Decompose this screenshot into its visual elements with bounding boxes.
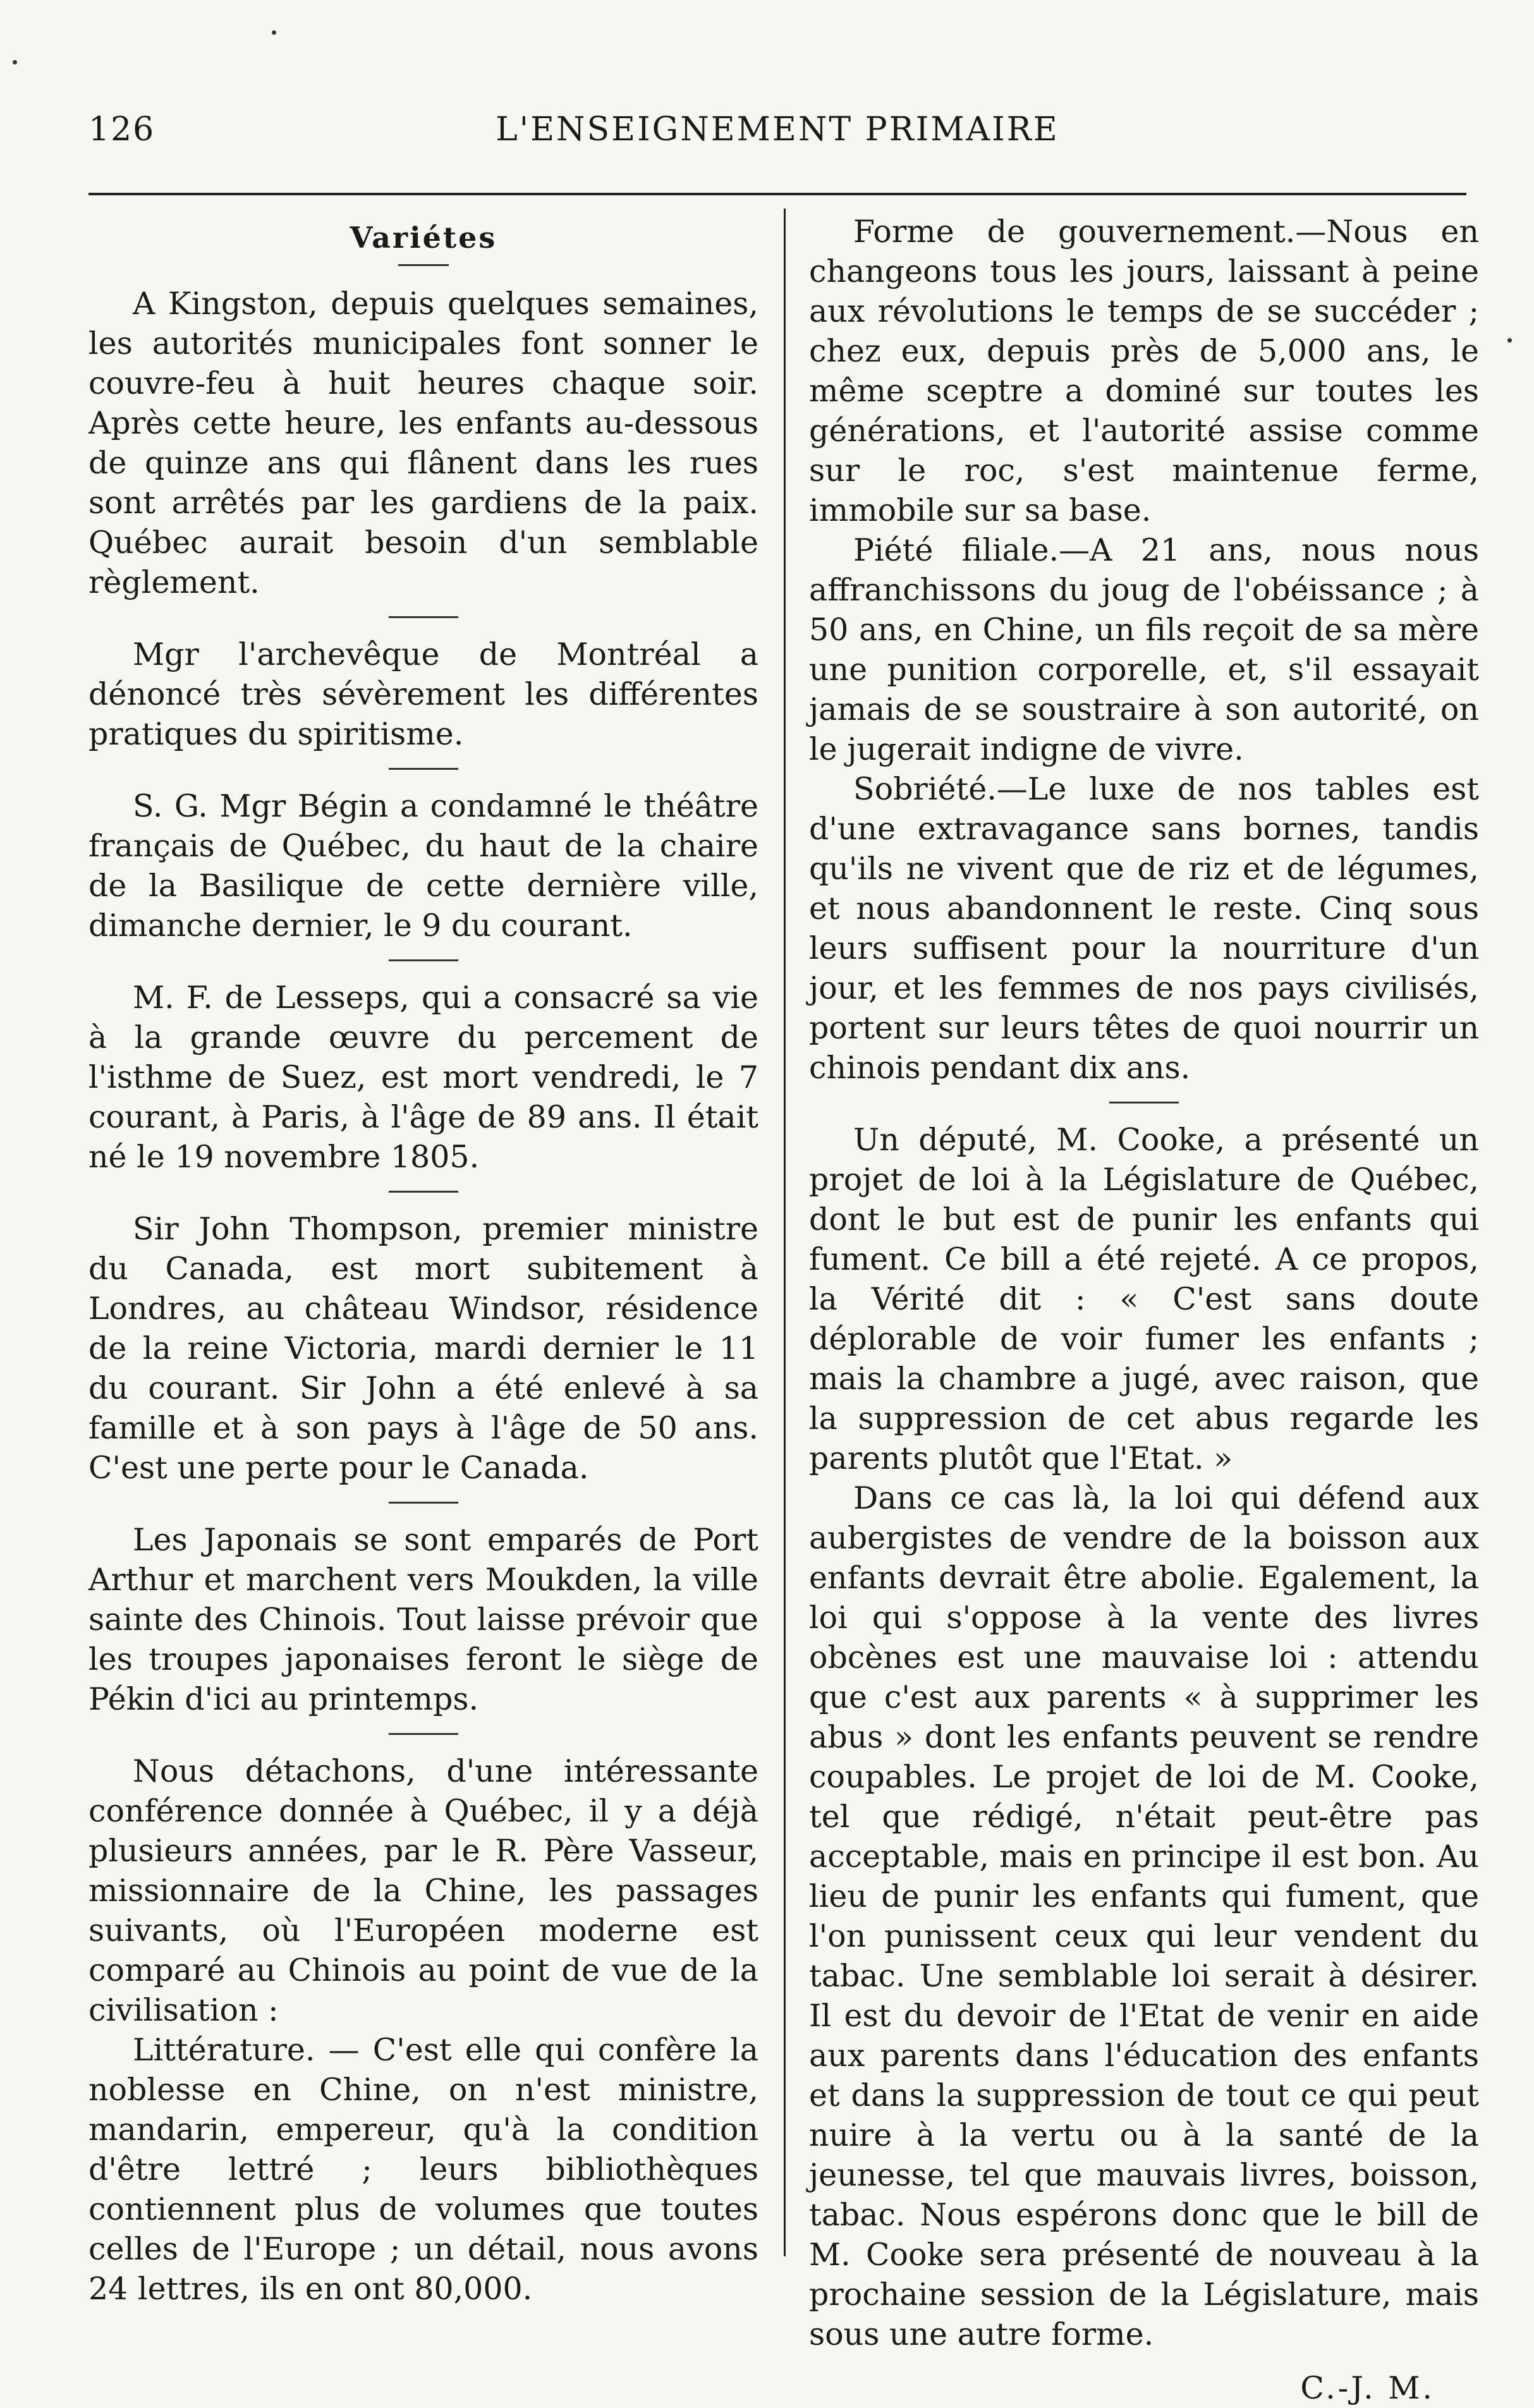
section-title: Variétes [350,221,497,255]
passage-litterature: Littérature. — C'est elle qui confère la noblesse en Chine, on n'est ministre, mandarin, empereur, qu'à la condition d'être lettré ; leurs bibliothèques contiennent plus de volumes que toutes celles de l'Europe ; un détail, nous avons 24 lettres, ils en ont 80,000. [88,2032,758,2307]
news-item-cooke: Un député, M. Cooke, a présenté un projet de loi à la Législature de Québec, dont le but est de punir les enfants qui fument. Ce bill a été rejeté. A ce propos, la Vérité dit : « C'est sans doute déplorable de voir fumer les enfants ; mais la chambre a jugé, avec raison, que la suppression de cet abus regarde les parents plutôt que l'Etat. » [809,1122,1479,1476]
news-item-thompson: Sir John Thompson, premier ministre du Canada, est mort subitement à Londres, au château Windsor, résidence de la reine Victoria, mardi dernier le 11 du courant. Sir John a été enlevé à sa famille et à son pays à l'âge de 50 ans. C'est une perte pour le Canada. [88,1211,758,1486]
news-item-montreal: Mgr l'archevêque de Montréal a dénoncé très sévèrement les différentes pratiques du spiritisme. [88,636,758,752]
news-item-japonais: Les Japonais se sont emparés de Port Arthur et marchent vers Moukden, la ville sainte des Chinois. Tout laisse prévoir que les troupes japonaises feront le siège de Pékin d'ici au printemps. [88,1522,758,1717]
separator-dash [389,1191,458,1193]
running-title: L'ENSEIGNEMENT PRIMAIRE [496,111,1059,149]
header-rule [88,193,1466,195]
print-speck [272,30,276,35]
author-signature: C.-J. M. [1300,2370,1435,2406]
right-column [809,212,1479,2408]
news-item-begin: S. G. Mgr Bégin a condamné le théâtre français de Québec, du haut de la chaire de la Basilique de cette dernière ville, dimanche dernier, le 9 du courant. [88,788,758,944]
separator-dash [389,768,458,770]
passage-gouvernement: Forme de gouvernement.—Nous en changeons tous les jours, laissant à peine aux révolutions le temps de se succéder ; chez eux, depuis près de 5,000 ans, le même sceptre a dominé sur toutes les générations, et l'autorité assise comme sur le roc, s'est maintenue ferme, immobile sur sa base. [809,214,1479,528]
news-item-kingston: A Kingston, depuis quelques semaines, les autorités municipales font sonner le couvre-feu à huit heures chaque soir. Après cette heure, les enfants au-dessous de quinze ans qui flânent dans les rues sont arrêtés par les gardiens de la paix. Québec aurait besoin d'un semblable règlement. [88,286,758,600]
left-column [88,212,758,2309]
separator-dash [389,1733,458,1735]
page-number: 126 [88,111,155,149]
separator-dash [1109,1102,1179,1104]
news-item-vasseur: Nous détachons, d'une intéressante conférence donnée à Québec, il y a déjà plusieurs années, par le R. Père Vasseur, missionnaire de la Chine, les passages suivants, où l'Européen moderne est comparé au Chinois au point de vue de la civilisation : [88,1753,758,2028]
separator-dash [389,959,458,961]
passage-sobriete: Sobriété.—Le luxe de nos tables est d'une extravagance sans bornes, tandis qu'ils ne vivent que de riz et de légumes, et nous abandonnent le reste. Cinq sous leurs suffisent pour la nourriture d'un jour, et les femmes de nos pays civilisés, portent sur leurs têtes de quoi nourrir un chinois pendant dix ans. [809,771,1479,1086]
print-speck [1507,338,1512,343]
print-speck [13,60,17,64]
section-dash [398,264,449,266]
page-header [88,111,1466,167]
passage-piete-filiale: Piété filiale.—A 21 ans, nous nous affranchissons du joug de l'obéissance ; à 50 ans, en Chine, un fils reçoit de sa mère une punition corporelle, et, s'il essayait jamais de se soustraire à son autorité, on le jugerait indigne de vivre. [809,532,1479,767]
separator-dash [389,616,458,618]
separator-dash [389,1502,458,1504]
column-divider [784,209,786,2256]
commentary-cooke: Dans ce cas là, la loi qui défend aux aubergistes de vendre de la boisson aux enfants devrait être abolie. Egalement, la loi qui s'oppose à la vente des livres obcènes est une mauvaise loi : attendu que c'est aux parents « à supprimer les abus » dont les enfants peuvent se rendre coupables. Le projet de loi de M. Cooke, tel que rédigé, n'était peut-être pas acceptable, mais en principe il est bon. Au lieu de punir les enfants qui fument, que l'on punissent ceux qui leur vendent du tabac. Une semblable loi serait à désirer. Il est du devoir de l'Etat de venir en aide aux parents dans l'éducation des enfants et dans la suppression de tout ce qui peut nuire à la vertu ou à la santé de la jeunesse, tel que mauvais livres, boisson, tabac. Nous espérons donc que le bill de M. Cooke sera présenté de nouveau à la prochaine session de la Législature, mais sous une autre forme. [809,1480,1479,2352]
news-item-lesseps: M. F. de Lesseps, qui a consacré sa vie à la grande œuvre du percement de l'isthme de Suez, est mort vendredi, le 7 courant, à Paris, à l'âge de 89 ans. Il était né le 19 novembre 1805. [88,980,758,1175]
